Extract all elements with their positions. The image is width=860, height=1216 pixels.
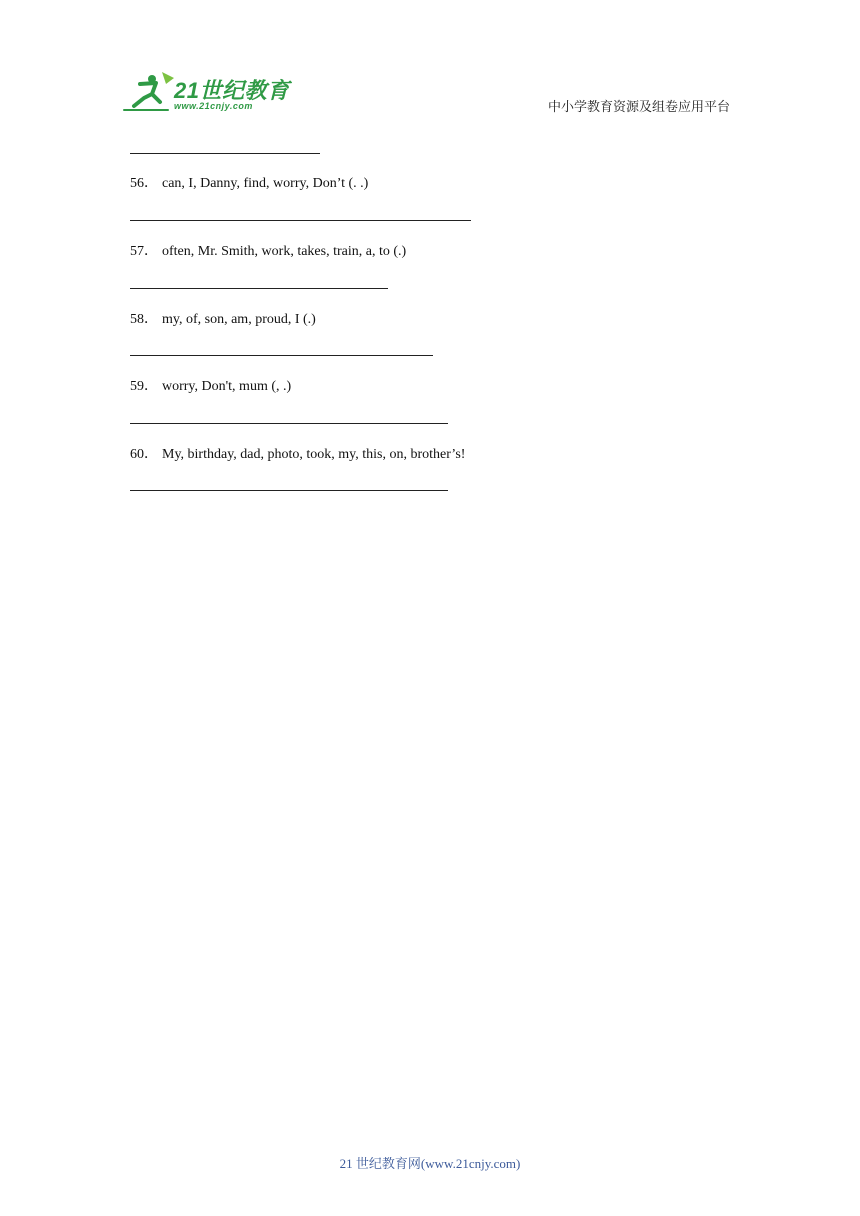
answer-line-55[interactable] (130, 153, 320, 154)
page-footer[interactable]: 21 世纪教育网(www.21cnjy.com) (339, 1156, 521, 1171)
question-number: 59． (130, 379, 158, 394)
question-57 (130, 240, 406, 260)
logo-url: www.21cnjy.com (174, 101, 253, 111)
question-number: 60． (130, 447, 158, 462)
answer-line-56[interactable] (130, 220, 471, 221)
answer-line-57[interactable] (130, 288, 388, 289)
logo-text: 21世纪教育 (174, 78, 290, 103)
question-56 (130, 172, 368, 192)
question-60 (130, 443, 465, 463)
question-number: 57． (130, 244, 158, 259)
question-number: 56． (130, 176, 158, 191)
question-text: My, birthday, dad, photo, took, my, this, on, brother’s! (162, 447, 466, 462)
question-59 (130, 375, 291, 395)
site-logo[interactable] (122, 70, 292, 114)
answer-line-58[interactable] (130, 355, 433, 356)
runner-logo-icon (122, 70, 174, 114)
question-number: 58． (130, 312, 158, 327)
answer-line-60[interactable] (130, 490, 448, 491)
answer-line-59[interactable] (130, 423, 448, 424)
question-text: worry, Don't, mum (, .) (162, 379, 292, 394)
question-text: often, Mr. Smith, work, takes, train, a, to (.) (162, 244, 407, 259)
header-tagline: 中小学教育资源及组卷应用平台 (547, 99, 730, 114)
question-text: my, of, son, am, proud, I (.) (162, 312, 316, 327)
question-58 (130, 308, 316, 328)
page-header (0, 0, 860, 130)
question-text: can, I, Danny, find, worry, Don’t (. .) (162, 176, 369, 191)
